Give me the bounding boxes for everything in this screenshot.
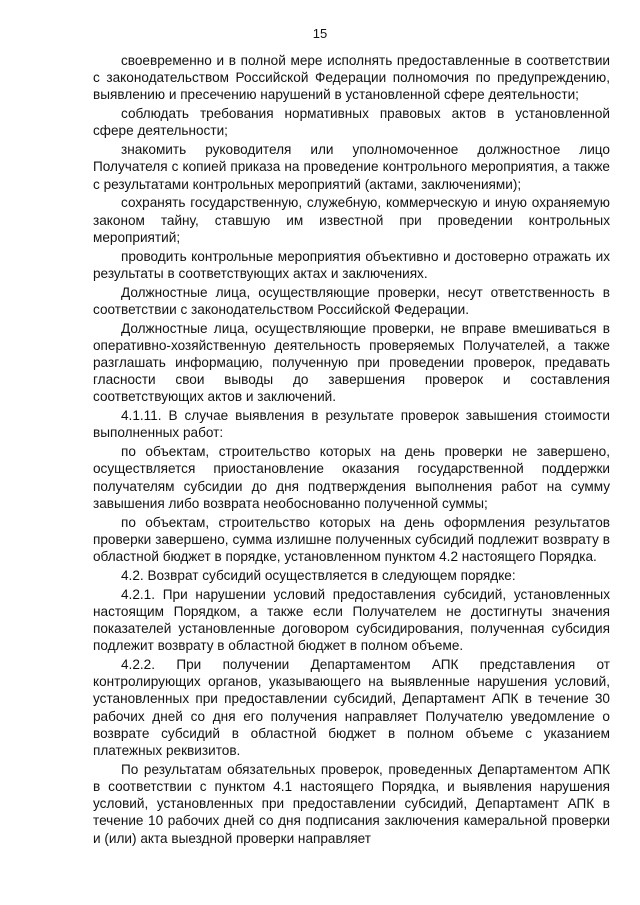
paragraph-check-results: По результатам обязательных проверок, проведенных Департаментом АПК в соответствии с пунктом 4.1 настоящего Порядка, и выявления нарушения условий, установленных при предоставлении субсидий, Департамент АПК в течение 10 рабочих дней со дня подписания заключения камеральной проверки и (или) акта выездной проверки направляет [93, 761, 610, 846]
page-number: 15 [312, 26, 328, 41]
paragraph-clause-4-2: 4.2. Возврат субсидий осуществляется в следующем порядке: [121, 567, 516, 583]
paragraph-duty-keep-secret: сохранять государственную, служебную, коммерческую и иную охраняемую законом тайну, ставшую им известной при проведении контрольных мероприятий; [93, 195, 610, 245]
paragraph-officials-responsibility: Должностные лица, осуществляющие проверки, несут ответственность в соответствии с законодательством Российской Федерации. [93, 284, 610, 317]
paragraph-clause-4-2-1: 4.2.1. При нарушении условий предоставления субсидий, установленных настоящим Порядком, а также если Получателем не достигнуты значения показателей установленные договором субсидирования, полученная субсидия подлежит возврату в областной бюджет в полном объеме. [93, 586, 610, 654]
paragraph-clause-4-2-2: 4.2.2. При получении Департаментом АПК представления от контролирующих органов, указывающего на выявленные нарушения условий, установленных при предоставлении субсидий, Департамент АПК в течение 30 рабочих дней со дня его получения направляет Получателю уведомление о возврате субсидий в областной бюджет в полном объеме с указанием платежных реквизитов. [93, 657, 610, 759]
paragraph-officials-restrictions: Должностные лица, осуществляющие проверки, не вправе вмешиваться в оперативно-хозяйственную деятельность проверяемых Получателей, а также разглашать информацию, полученную при проведении проверок, предавать гласности свои выводы до завершения проверок и составления соответствующих актов и заключений. [93, 320, 610, 405]
paragraph-duty-exercise-powers: своевременно и в полной мере исполнять предоставленные в соответствии с законодательством Российской Федерации полномочия по предупреждению, выявлению и пресечению нарушений в установленной сфере деятельности; [93, 53, 610, 103]
paragraph-duty-objective-control: проводить контрольные мероприятия объективно и достоверно отражать их результаты в соответствующих актах и заключениях. [93, 248, 610, 281]
document-body [93, 52, 610, 847]
paragraph-finished-objects: по объектам, строительство которых на день оформления результатов проверки завершено, сумма излишне полученных субсидий подлежит возврату в областной бюджет в порядке, установленном пунктом 4.2 настоящего Порядка. [93, 514, 610, 565]
paragraph-unfinished-objects: по объектам, строительство которых на день проверки не завершено, осуществляется приостановление оказания государственной поддержки получателям субсидии до дня подтверждения выполнения работ на сумму завышения либо возврата необоснованно полученной суммы; [93, 444, 610, 511]
paragraph-duty-inform-head: знакомить руководителя или уполномоченное должностное лицо Получателя с копией приказа на проведение контрольного мероприятия, а также с результатами контрольных мероприятий (актами, заключениями); [93, 142, 610, 192]
paragraph-duty-comply-norms: соблюдать требования нормативных правовых актов в установленной сфере деятельности; [93, 106, 610, 139]
paragraph-clause-4-1-11: 4.1.11. В случае выявления в результате проверок завышения стоимости выполненных работ: [93, 408, 610, 441]
